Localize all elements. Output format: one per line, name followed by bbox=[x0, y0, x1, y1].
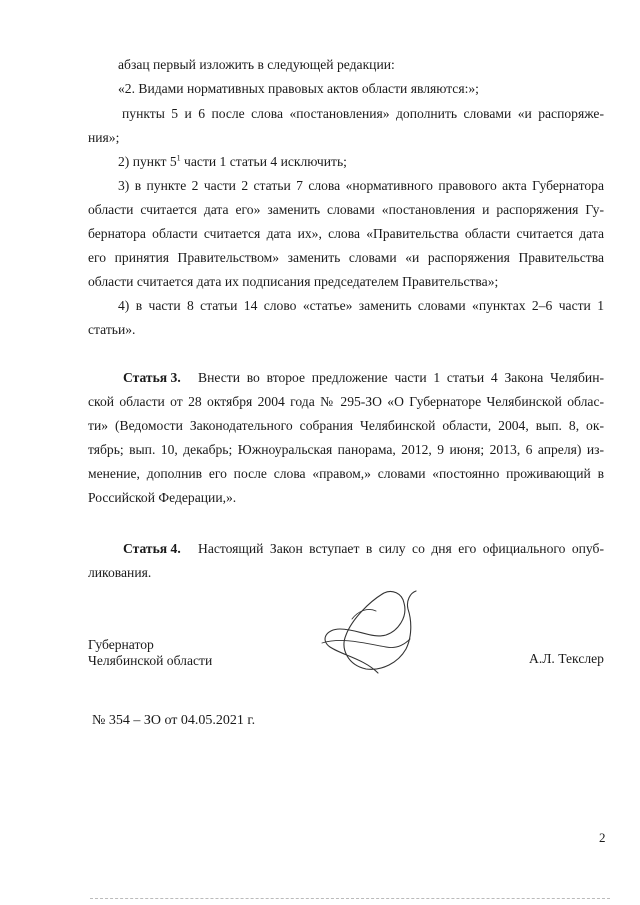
text-line: «2. Видами нормативных правовых актов области являются:»; bbox=[118, 81, 479, 96]
text-line: ликования. bbox=[88, 565, 152, 580]
text-line: ти» (Ведомости Законодательного собрания Челябинской области, 2004, вып. 8, ок- bbox=[88, 418, 604, 433]
text-line: области считается дата их подписания председателем Правительства»; bbox=[88, 274, 499, 289]
article-4-label: Статья 4. bbox=[123, 541, 181, 556]
signature bbox=[312, 585, 424, 685]
governor-region: Челябинской области bbox=[88, 653, 213, 668]
text-line: статьи». bbox=[88, 322, 136, 337]
text-line: ской области от 28 октября 2004 года № 295-ЗО «О Губернаторе Челябинской облас- bbox=[88, 394, 604, 409]
text-line: абзац первый изложить в следующей редакции: bbox=[118, 57, 395, 72]
text-line: его принятия Правительством» заменить словами «и распоряжения Правительства bbox=[88, 250, 604, 265]
text-line: пункты 5 и 6 после слова «постановления» дополнить словами «и распоряже- bbox=[122, 106, 604, 121]
text-line: 2) пункт $5^1$ части 1 статьи 4 исключить; bbox=[118, 153, 347, 169]
governor-title: Губернатор bbox=[88, 637, 154, 652]
article-3-label: Статья 3. bbox=[123, 370, 181, 385]
text-line: тябрь; вып. 10, декабрь; Южноуральская панорама, 2012, 9 июня; 2013, 6 апреля) из- bbox=[88, 442, 604, 457]
text-line: Настоящий Закон вступает в силу со дня его официального опуб- bbox=[198, 541, 604, 556]
text-line: бернатора области считается дата их», слова «Правительства области считается дата bbox=[88, 226, 604, 241]
governor-name: А.Л. Текслер bbox=[529, 651, 604, 666]
text-line: Российской Федерации,». bbox=[88, 490, 237, 505]
law-number: № 354 – ЗО от 04.05.2021 г. bbox=[92, 713, 256, 728]
text-line: менение, дополнив его после слова «правом,» словами «постоянно проживающий в bbox=[88, 466, 604, 481]
text-line: ния»; bbox=[88, 130, 120, 145]
page-number: 2 bbox=[599, 830, 606, 845]
text-line: области считается дата его» заменить словами «постановления и распоряжения Гу- bbox=[88, 202, 604, 217]
text-line: 3) в пункте 2 части 2 статьи 7 слова «нормативного правового акта Губернатора bbox=[118, 178, 604, 193]
scan-edge bbox=[90, 898, 610, 899]
superscript: 1 bbox=[176, 153, 181, 163]
text-line: 4) в части 8 статьи 14 слово «статье» заменить словами «пунктах 2–6 части 1 bbox=[118, 298, 604, 313]
text-line: Внести во второе предложение части 1 статьи 4 Закона Челябин- bbox=[198, 370, 604, 385]
